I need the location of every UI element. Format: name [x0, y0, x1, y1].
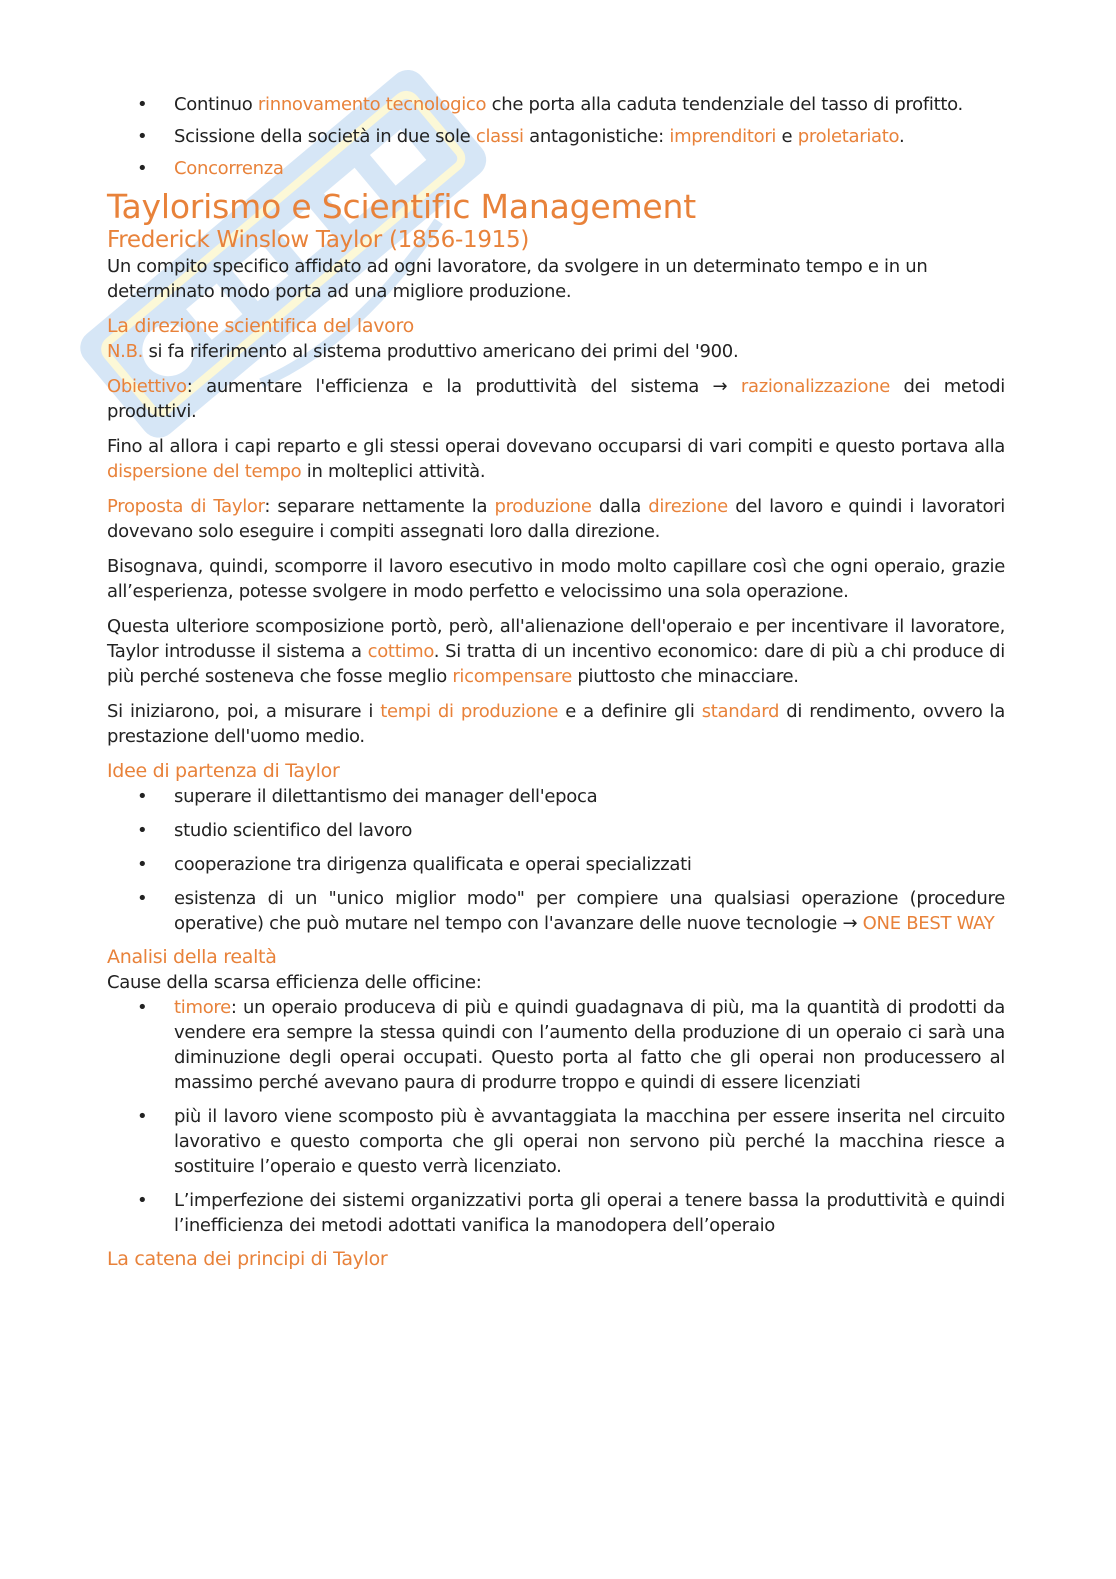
document-content: [107, 92, 1005, 1272]
analisi-list: [107, 995, 1005, 1238]
list-item: • Concorrenza: [107, 156, 1005, 181]
paragraph-scomposizione: Bisognava, quindi, scomporre il lavoro esecutivo in modo molto capillare così che ogni operaio, grazie all’esperienza, potesse svolgere in modo perfetto e velocissimo una sola operazione.: [107, 556, 1005, 602]
analisi-intro: Cause della scarsa efficienza delle officine:: [107, 972, 482, 993]
list-item: • studio scientifico del lavoro: [107, 818, 1005, 843]
paragraph-cottimo: Questa ulteriore scomposizione portò, però, all'alienazione dell'operaio e per incentivare il lavoratore, Taylor introdusse il sistema a cottimo. Si tratta di un incentivo economico: dare di più a chi produce di più perché sosteneva che fosse meglio ricompensare piuttosto che minacciare.: [107, 616, 1005, 687]
list-item: • cooperazione tra dirigenza qualificata e operai specializzati: [107, 852, 1005, 877]
paragraph-tempi: Si iniziarono, poi, a misurare i tempi di produzione e a definire gli standard di rendimento, ovvero la prestazione dell'uomo medio.: [107, 701, 1005, 747]
heading-direzione: La direzione scientifica del lavoro: [107, 315, 414, 337]
list-item: • esistenza di un "unico miglior modo" per compiere una qualsiasi operazione (procedure operative) che può mutare nel tempo con l'avanzare delle nuove tecnologie → ONE BEST WAY: [107, 886, 1005, 936]
list-item: • timore: un operaio produceva di più e quindi guadagnava di più, ma la quantità di prodotti da vendere era sempre la stessa quindi con l’aumento della produzione di un operaio ci sarà una diminuzione degli operai occupati. Questo porta al fatto che gli operai non producessero al massimo perché avevano paura di produrre troppo e quindi di essere licenziati: [107, 995, 1005, 1095]
list-item: • Scissione della società in due sole classi antagonistiche: imprenditori e proletariato.: [107, 124, 1005, 149]
top-bullet-list: [107, 92, 1005, 181]
list-item: • Continuo rinnovamento tecnologico che porta alla caduta tendenziale del tasso di profitto.: [107, 92, 1005, 117]
section-title: Taylorismo e Scientific Management: [107, 187, 696, 226]
list-item: • L’imperfezione dei sistemi organizzativi porta gli operai a tenere bassa la produttività e quindi l’inefficienza dei metodi adottati vanifica la manodopera dell’operaio: [107, 1188, 1005, 1238]
list-item: • più il lavoro viene scomposto più è avvantaggiata la macchina per essere inserita nel circuito lavorativo e questo comporta che gli operai non servono più perché la macchina riesce a sostituire l’operaio e questo verrà licenziato.: [107, 1104, 1005, 1179]
paragraph-proposta: Proposta di Taylor: separare nettamente la produzione dalla direzione del lavoro e quindi i lavoratori dovevano solo eseguire i compiti assegnati loro dalla direzione.: [107, 496, 1005, 542]
heading-idee: Idee di partenza di Taylor: [107, 760, 340, 782]
paragraph-dispersione: Fino al allora i capi reparto e gli stessi operai dovevano occuparsi di vari compiti e questo portava alla dispersione del tempo in molteplici attività.: [107, 436, 1005, 482]
intro-paragraph: Un compito specifico affidato ad ogni lavoratore, da svolgere in un determinato tempo e in un determinato modo porta ad una migliore produzione.: [107, 256, 928, 302]
heading-catena: La catena dei principi di Taylor: [107, 1248, 388, 1270]
list-item: • superare il dilettantismo dei manager dell'epoca: [107, 784, 1005, 809]
idee-list: [107, 784, 1005, 936]
nb-paragraph: N.B. si fa riferimento al sistema produttivo americano dei primi del '900.: [107, 341, 739, 362]
heading-analisi: Analisi della realtà: [107, 946, 277, 968]
obiettivo-paragraph: Obiettivo: aumentare l'efficienza e la produttività del sistema → razionalizzazione dei metodi produttivi.: [107, 376, 1005, 422]
section-subtitle: Frederick Winslow Taylor (1856-1915): [107, 227, 529, 253]
